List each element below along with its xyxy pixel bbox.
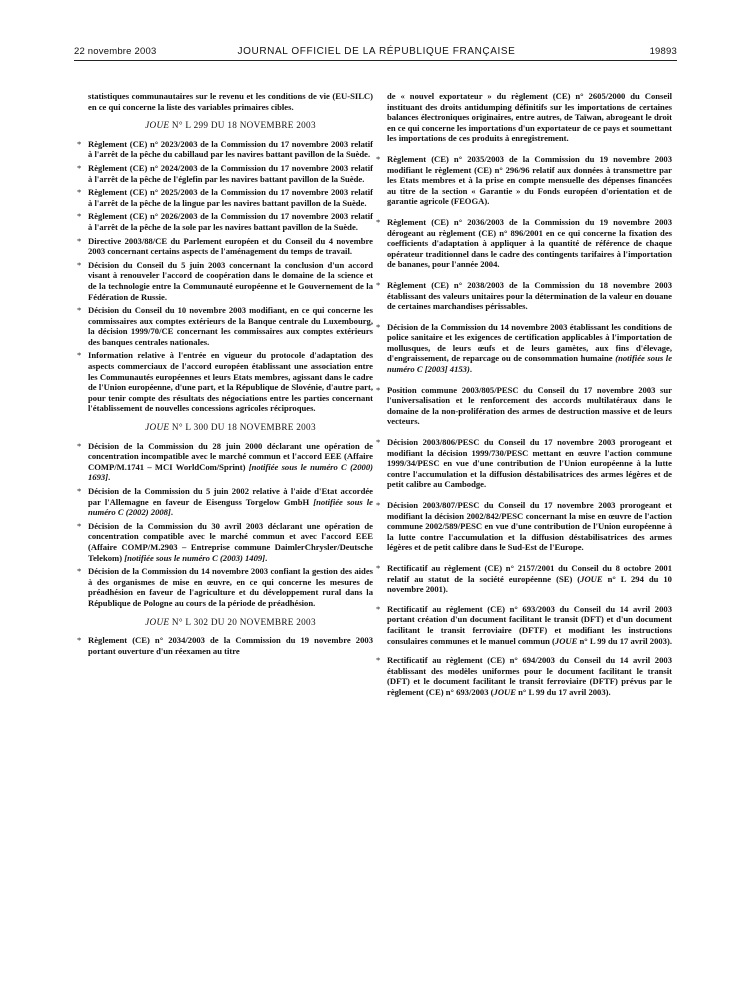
list-item xyxy=(376,437,672,490)
entry-text: Règlement (CE) n° 2034/2003 de la Commission du 19 novembre 2003 portant ouverture d'un réexamen au titre xyxy=(88,635,373,656)
joue-label: JOUE xyxy=(145,120,170,131)
list-item xyxy=(376,321,673,375)
header-rule xyxy=(74,60,677,61)
list-item xyxy=(376,500,672,553)
entry-italic: [notifiée sous le numéro C (2003) 1409] xyxy=(124,552,266,563)
entry-text: Décision 2003/806/PESC du Conseil du 17 novembre 2003 prorogeant et modifiant la décision 1999/730/PESC mettant en œuvre l'action commune 1999/34/PESC en vue d'une contribution de l'Union européenne à la lutte contre l'accumulation et la diffusion déstabilisatrices des armes légères et de petit calibre au Cambodge. xyxy=(387,437,672,490)
right-continuation: de « nouvel exportateur » du règlement (CE) n° 2605/2000 du Conseil instituant des droits antidumping définitifs sur les importations de certaines balances électroniques originaires, entre autres, de Taïwan, abrogeant le droit en ce qui concerne les importations d'un exportateur de ce pays et soumettant les importations de ces produits à enregistrement. xyxy=(387,91,672,144)
entry-text: Règlement (CE) n° 2024/2003 de la Commission du 17 novembre 2003 relatif à l'arrêt de la pêche de l'églefin par les navires battant pavillon de la Suède. xyxy=(88,162,373,184)
joue-label: JOUE xyxy=(145,422,170,433)
entry-italic: JOUE xyxy=(580,573,603,584)
entry-text: Règlement (CE) n° 2023/2003 de la Commission du 17 novembre 2003 relatif à l'arrêt de la pêche du cabillaud par les navires battant pavillon de la Suède. xyxy=(88,138,373,160)
entry-italic: JOUE xyxy=(554,635,578,646)
list-item xyxy=(77,138,373,160)
bullet-star: * xyxy=(376,603,381,614)
bullet-star: * xyxy=(77,235,82,246)
bullet-star: * xyxy=(376,562,381,573)
list-item xyxy=(376,216,672,270)
entry-text: Rectificatif au règlement (CE) n° 693/2003 du Conseil du 14 avril 2003 portant création d'un document facilitant le transit (DFT) et d'un document facilitant le transit ferroviaire (DFTF) et modifiant les instructions consulaires communes et le manuel commun ( xyxy=(387,603,672,646)
entry-text: Rectificatif au règlement (CE) n° 2157/2001 du Conseil du 8 octobre 2001 relatif au statut de la société européenne (SE) ( xyxy=(387,562,672,584)
entry-tail: . xyxy=(170,507,173,518)
list-item xyxy=(376,279,672,312)
right-column xyxy=(376,91,673,707)
entry-text: Règlement (CE) n° 2035/2003 de la Commission du 19 novembre 2003 modifiant le règlement (CE) n° 296/96 relatif aux données à transmettre par les Etats membres et à la prise en compte mensuelle des dépenses financées au titre de la section « Garantie » du Fonds européen d'orientation et de garantie agricole (FEOGA). xyxy=(387,153,672,207)
bullet-star: * xyxy=(77,440,82,451)
entry-text: Directive 2003/88/CE du Parlement européen et du Conseil du 4 novembre 2003 concernant certains aspects de l'aménagement du temps de travail. xyxy=(88,235,373,257)
joue-label: JOUE xyxy=(145,616,170,627)
entry-text: Décision 2003/807/PESC du Conseil du 17 novembre 2003 prorogeant et modifiant la décision 2002/842/PESC concernant la mise en œuvre de l'action commune 2002/589/PESC en vue d'une contribution de l'Union européenne à la lutte contre l'accumulation et la diffusion déstabilisatrices des armes légères et de petit calibre dans le Sud-Est de l'Europe. xyxy=(387,500,672,553)
entry-text: Décision de la Commission du 30 avril 2003 déclarant une opération de concentration compatible avec le marché commun et avec l'accord EEE (Affaire COMP/M.2903 – Entreprise commune DaimlerChrysler/Deutsche Telekom) xyxy=(88,520,373,563)
list-item xyxy=(376,655,672,697)
header-title: JOURNAL OFFICIEL DE LA RÉPUBLIQUE FRANÇAISE xyxy=(237,46,516,57)
bullet-star: * xyxy=(376,216,381,227)
bullet-star: * xyxy=(77,162,82,173)
list-item xyxy=(376,562,672,595)
entry-italic: [notifiée sous le numéro C (2000) 1693] xyxy=(88,461,373,483)
entry-text: Décision de la Commission du 28 juin 2000 déclarant une opération de concentration incompatible avec le marché commun et l'accord EEE (Affaire COMP/M.1741 – MCI WorldCom/Sprint) xyxy=(88,440,373,472)
bullet-star: * xyxy=(376,500,381,510)
entry-text: Décision de la Commission du 14 novembre 2003 établissant les conditions de police sanitaire et les exigences de certification applicables à l'importation de mollusques, de leurs œufs et de leurs gamètes, aux fins d'élevage, d'engraissement, de reparcage ou de consommation humaine xyxy=(387,321,672,364)
bullet-star: * xyxy=(77,211,82,222)
joue-number: N° L 299 DU 18 NOVEMBRE 2003 xyxy=(169,120,316,131)
entry-text: Position commune 2003/805/PESC du Conseil du 17 novembre 2003 sur l'universalisation et le renforcement des accords multilatéraux dans le domaine de la non-prolifération des armes de destruction massive et de leurs vecteurs. xyxy=(387,384,672,427)
bullet-star: * xyxy=(77,187,82,198)
bullet-star: * xyxy=(376,321,381,332)
entry-text: Règlement (CE) n° 2026/2003 de la Commission du 17 novembre 2003 relatif à l'arrêt de la pêche de la sole par les navires battant pavillon de la Suède. xyxy=(88,211,373,232)
entry-tail: . xyxy=(265,552,268,563)
entry-italic: [notifiée sous le numéro C (2002) 2008] xyxy=(88,496,373,518)
list-item xyxy=(77,211,373,232)
entry-text: Règlement (CE) n° 2038/2003 de la Commission du 18 novembre 2003 établissant des valeurs unitaires pour la détermination de la valeur en douane de certaines marchandises périssables. xyxy=(387,279,672,312)
entry-text: Décision de la Commission du 14 novembre 2003 confiant la gestion des aides à des organismes de mise en œuvre, en ce qui concerne les mesures de préadhésion en faveur de l'agriculture et du développement rural dans la République de Pologne au cours de la période de préadhésion. xyxy=(88,566,373,608)
entry-italic: JOUE xyxy=(493,686,516,697)
entry-text: Règlement (CE) n° 2025/2003 de la Commission du 17 novembre 2003 relatif à l'arrêt de la pêche de la lingue par les navires battant pavillon de la Suède. xyxy=(88,187,373,208)
entry-text: Information relative à l'entrée en vigueur du protocole d'adaptation des aspects commerciaux de l'accord européen établissant une association entre les Communautés européennes et leurs Etats membres, agissant dans le cadre de l'Union européenne, d'une part, et la République de Slovénie, d'autre part, pour tenir compte des résultats des négociations entre les parties concernant l'établissement de nouvelles concessions agricoles réciproques. xyxy=(88,350,373,414)
entry-italic: (notifiée sous le numéro C [2003] 4153) xyxy=(387,353,673,375)
bullet-star: * xyxy=(376,384,381,395)
bullet-star: * xyxy=(376,153,381,164)
bullet-star: * xyxy=(77,635,82,646)
entry-tail: n° L 294 du 10 novembre 2001). xyxy=(387,573,672,595)
bullet-star: * xyxy=(77,138,82,149)
bullet-star: * xyxy=(77,259,82,270)
list-item xyxy=(77,520,373,563)
entry-text: Rectificatif au règlement (CE) n° 694/2003 du Conseil du 14 avril 2003 établissant des modèles uniformes pour le document facilitant le transit (DFT) et le document facilitant le transit ferroviaire (DFTF) prévus par le règlement (CE) n° 693/2003 ( xyxy=(387,655,672,697)
entry-text: Décision du Conseil du 10 novembre 2003 modifiant, en ce qui concerne les commissaires aux comptes extérieurs de la Banque centrale du Luxembourg, la décision 1999/70/CE concernant les commissaires aux comptes extérieurs des banques centrales nationales. xyxy=(88,305,373,347)
list-item xyxy=(77,440,373,483)
bullet-star: * xyxy=(376,655,381,666)
list-item xyxy=(77,259,373,302)
header-page-number: 19893 xyxy=(649,46,677,57)
list-item xyxy=(376,153,672,207)
entry-text: Décision de la Commission du 5 juin 2002 relative à l'aide d'Etat accordée par l'Allemagne en faveur de Eisenguss Torgelow GmbH xyxy=(88,486,373,507)
entry-text: Règlement (CE) n° 2036/2003 de la Commission du 19 novembre 2003 dérogeant au règlement (CE) n° 896/2001 en ce qui concerne la fixation des coefficients d'adaptation à appliquer à la quantité de référence de chaque opérateur traditionnel dans le cadre des contingents tarifaires à l'importation de bananes, pour l'année 2004. xyxy=(387,216,672,270)
list-item xyxy=(77,350,373,414)
bullet-star: * xyxy=(77,486,82,496)
list-item xyxy=(77,486,373,518)
joue-heading-l300 xyxy=(88,422,373,433)
left-column xyxy=(77,91,373,659)
joue-number: N° L 300 DU 18 NOVEMBRE 2003 xyxy=(169,422,316,433)
entry-tail: n° L 99 du 17 avril 2003). xyxy=(516,686,611,697)
bullet-star: * xyxy=(77,520,82,531)
entry-tail: . xyxy=(108,472,111,483)
bullet-star: * xyxy=(77,305,82,316)
list-item xyxy=(77,235,373,257)
bullet-star: * xyxy=(376,279,381,290)
joue-heading-l302 xyxy=(88,617,373,628)
entry-tail: n° L 99 du 17 avril 2003). xyxy=(577,635,672,646)
bullet-star: * xyxy=(376,437,381,448)
header-date: 22 novembre 2003 xyxy=(74,46,157,57)
entry-tail: . xyxy=(469,364,472,375)
list-item xyxy=(376,384,672,427)
list-item xyxy=(376,603,672,646)
list-item xyxy=(77,187,373,208)
list-item xyxy=(77,162,373,184)
list-item xyxy=(77,566,373,608)
list-item xyxy=(77,305,373,347)
bullet-star: * xyxy=(77,566,82,577)
left-intro: statistiques communautaires sur le revenu et les conditions de vie (EU-SILC) en ce qui concerne la liste des variables primaires cibles. xyxy=(88,91,373,112)
bullet-star: * xyxy=(77,350,82,361)
list-item xyxy=(77,635,373,656)
joue-heading-l299 xyxy=(88,120,373,131)
entry-text: Décision du Conseil du 5 juin 2003 concernant la conclusion d'un accord visant à renouveler l'accord de coopération dans le domaine de la science et de la technologie entre la Communauté européenne et le Gouvernement de la Fédération de Russie. xyxy=(88,259,373,302)
joue-number: N° L 302 DU 20 NOVEMBRE 2003 xyxy=(169,616,316,627)
